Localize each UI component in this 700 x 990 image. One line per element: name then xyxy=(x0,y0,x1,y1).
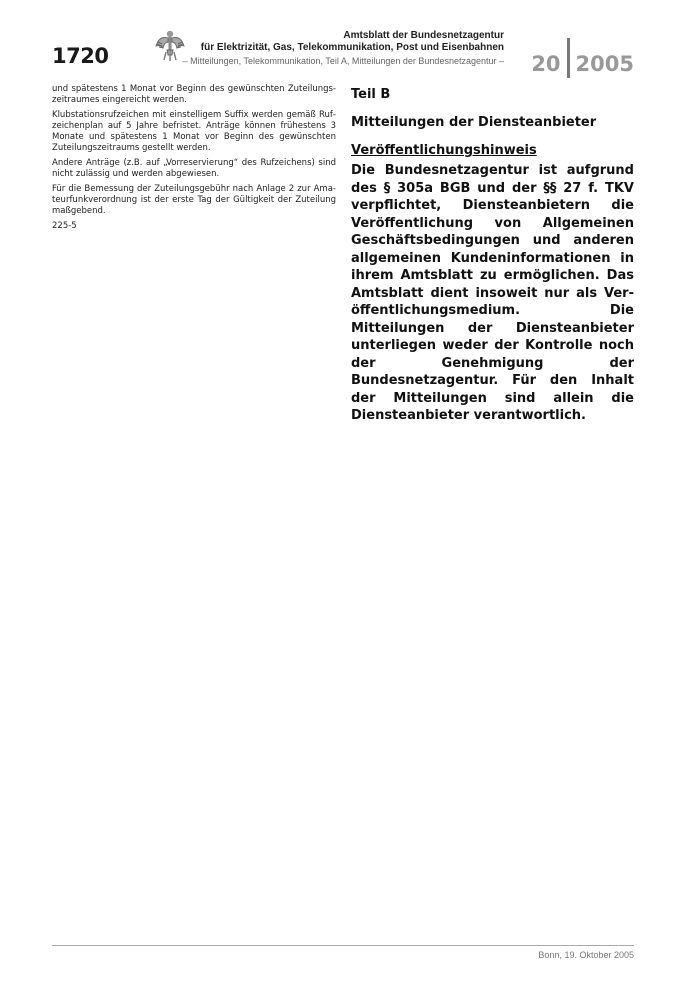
paragraph: Klubstationsrufzeichen mit einstelligem Suffix werden gemäß Rufzeichenplan auf 5 Jahre befristet. Anträge können frühestens 3 Monate und spätestens 1 Monat vor Beginn des gewünschten Zuteilungszeitraums gestellt werden. xyxy=(52,110,336,153)
paragraph: Für die Bemessung der Zuteilungsgebühr nach Anlage 2 zur Amateurfunkverordnung ist der erste Tag der Gültigkeit der Zuteilung maßgebend. xyxy=(52,184,336,216)
left-column xyxy=(52,84,336,236)
right-column xyxy=(351,86,634,425)
footer-divider xyxy=(52,945,634,946)
paragraph: Andere Anträge (z.B. auf „Vorreservierung“ des Rufzeichens) sind nicht zulässig und werden abgewiesen. xyxy=(52,158,336,179)
notice-heading: Veröffentlichungshinweis xyxy=(351,143,537,158)
footer-date: Bonn, 19. Oktober 2005 xyxy=(538,950,634,960)
section-breadcrumb: – Mitteilungen, Telekommunikation, Teil A, Mitteilungen der Bundesnetzagentur – xyxy=(182,56,504,66)
paragraph: und spätestens 1 Monat vor Beginn des gewünschten Zuteilungszeitraumes eingereicht werden. xyxy=(52,84,336,105)
issue-divider xyxy=(567,38,570,78)
issue-year: 2005 xyxy=(575,52,634,76)
notice-text: Die Bundesnetzagentur ist aufgrund des § 305a BGB und der §§ 27 f. TKV verpflichtet, Diensteanbietern die Veröffentlichung von Allgemeinen Geschäftsbedingungen und anderen allgemeinen Kundeninformationen in ihrem Amtsblatt zu ermöglichen. Das Amtsblatt dient insoweit nur als Veröffentlichungsmedium. Die Mitteilungen der Diensteanbieter unterliegen weder der Kontrolle noch der Genehmigung der Bundesnetzagentur. Für den Inhalt der Mitteilungen sind allein die Diensteanbieter verantwortlich. xyxy=(351,163,634,423)
issue-indicator xyxy=(531,44,634,84)
reference-number: 225-5 xyxy=(52,221,77,231)
journal-title: Amtsblatt der Bundesnetzagentur xyxy=(343,30,504,41)
header-masthead xyxy=(178,30,504,68)
page-number: 1720 xyxy=(52,44,109,68)
issue-number: 20 xyxy=(531,52,561,76)
section-heading: Teil B xyxy=(351,87,391,102)
subsection-heading: Mitteilungen der Diensteanbieter xyxy=(351,115,597,130)
journal-subtitle: für Elektrizität, Gas, Telekommunikation, Post und Eisenbahnen xyxy=(200,42,504,53)
